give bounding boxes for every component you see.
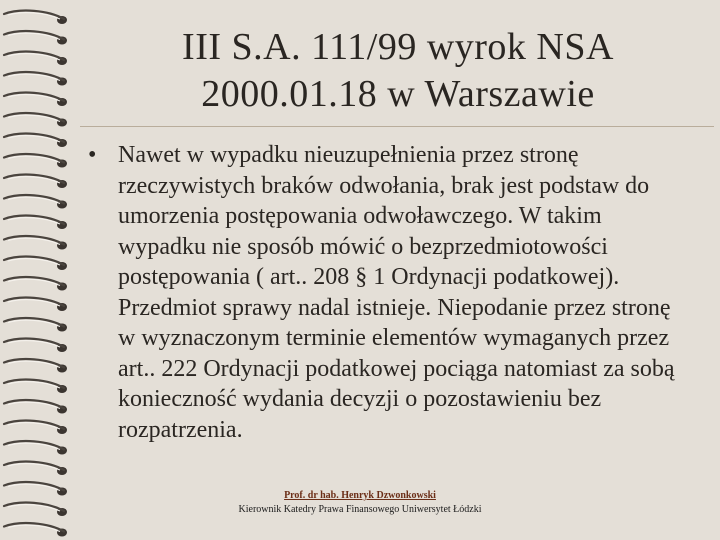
spiral-binding-icon [0,0,80,540]
spiral-ring [4,523,67,536]
spiral-ring [4,175,67,188]
spiral-ring [4,462,67,475]
bullet-item [88,140,690,445]
spiral-ring [4,359,67,372]
spiral-ring [4,318,67,331]
spiral-ring [4,31,67,44]
footer [0,489,720,517]
slide-body [88,140,690,445]
spiral-ring [4,52,67,65]
spiral-ring [4,441,67,454]
slide-title [86,24,710,118]
spiral-ring [4,380,67,393]
title-divider [80,126,714,127]
author-link[interactable]: Prof. dr hab. Henryk Dzwonkowski [284,490,436,501]
spiral-ring [4,216,67,229]
spiral-ring [4,257,67,270]
spiral-ring [4,11,67,24]
spiral-ring [4,93,67,106]
spiral-ring [4,195,67,208]
title-line-1: III S.A. 111/99 wyrok NSA [182,26,614,68]
spiral-ring [4,113,67,126]
title-line-2: 2000.01.18 w Warszawie [201,73,595,115]
spiral-ring [4,339,67,352]
affiliation: Kierownik Katedry Prawa Finansowego Uniwersytet Łódzki [238,504,482,515]
bullet-icon: • [88,142,97,168]
spiral-ring [4,236,67,249]
spiral-ring [4,154,67,167]
spiral-ring [4,134,67,147]
spiral-ring [4,277,67,290]
spiral-ring [4,400,67,413]
spiral-ring [4,421,67,434]
spiral-ring [4,72,67,85]
bullet-text: Nawet w wypadku nieuzupełnienia przez stronę rzeczywistych braków odwołania, brak jest podstaw do umorzenia postępowania odwoławczego. W takim wypadku nie sposób mówić o bezprzedmiotowości postępowania ( art.. 208 § 1 Ordynacji podatkowej). Przedmiot sprawy nadal istnieje. Niepodanie przez stronę w wyznaczonym terminie elementów wymaganych przez art.. 222 Ordynacji podatkowej pociąga natomiast za sobą konieczność wydania decyzji o pozostawieniu bez rozpatrzenia. [118,142,675,443]
spiral-ring [4,298,67,311]
